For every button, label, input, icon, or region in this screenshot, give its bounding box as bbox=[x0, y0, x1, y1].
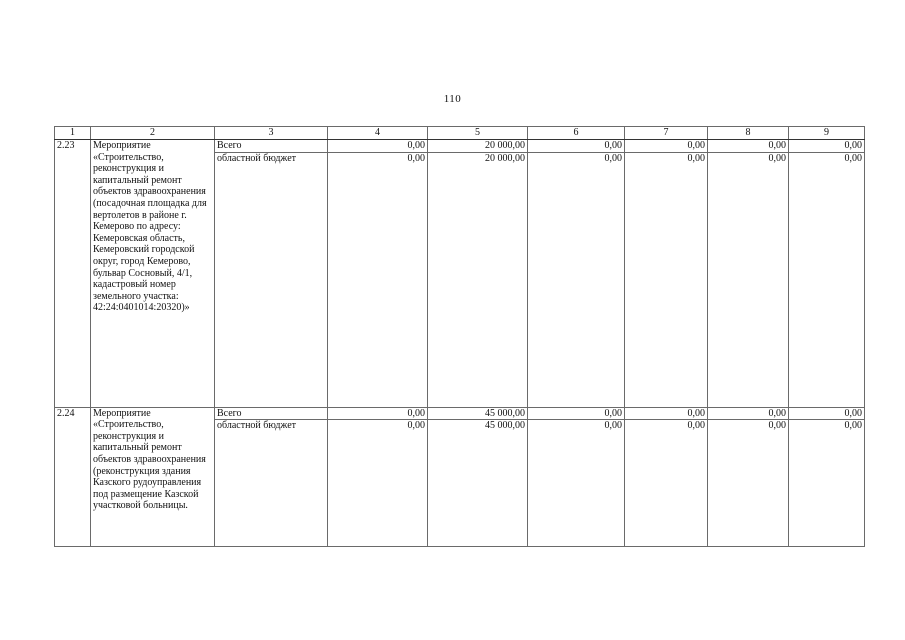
header-row bbox=[55, 127, 865, 140]
entry-description: Мероприятие «Строительство, реконструкция и капитальный ремонт объектов здравоохранения (реконструкция здания Казского рудоуправления под размещение Казской участковой больницы. bbox=[91, 407, 215, 547]
value-cell: 0,00 bbox=[625, 420, 708, 547]
header-col-1: 1 bbox=[55, 127, 91, 140]
table-row bbox=[55, 407, 865, 420]
header-col-3: 3 bbox=[215, 127, 328, 140]
page-number: 110 bbox=[443, 93, 462, 105]
value-cell: 0,00 bbox=[789, 140, 865, 153]
table-row bbox=[55, 140, 865, 153]
header-col-4: 4 bbox=[328, 127, 428, 140]
header-col-2: 2 bbox=[91, 127, 215, 140]
entry-description: Мероприятие «Строительство, реконструкция и капитальный ремонт объектов здравоохранения (посадочная площадка для вертолетов в районе г. Кемерово по адресу: Кемеровская область, Кемеровский городской округ, город Кемерово, бульвар Сосновый, 4/1, кадастровый номер земельного участка: 42:24:0401014:20320)» bbox=[91, 140, 215, 408]
value-cell: 0,00 bbox=[528, 407, 625, 420]
value-cell: 0,00 bbox=[328, 407, 428, 420]
value-cell: 0,00 bbox=[528, 140, 625, 153]
value-cell: 0,00 bbox=[708, 420, 789, 547]
funding-source: Всего bbox=[215, 140, 328, 153]
header-col-6: 6 bbox=[528, 127, 625, 140]
funding-source: областной бюджет bbox=[215, 420, 328, 547]
value-cell: 0,00 bbox=[528, 420, 625, 547]
header-col-9: 9 bbox=[789, 127, 865, 140]
value-cell: 0,00 bbox=[625, 140, 708, 153]
value-cell: 20 000,00 bbox=[428, 140, 528, 153]
budget-table bbox=[54, 126, 865, 547]
value-cell: 0,00 bbox=[528, 152, 625, 407]
value-cell: 0,00 bbox=[328, 140, 428, 153]
value-cell: 0,00 bbox=[708, 407, 789, 420]
funding-source: Всего bbox=[215, 407, 328, 420]
header-col-7: 7 bbox=[625, 127, 708, 140]
value-cell: 0,00 bbox=[625, 152, 708, 407]
entry-index: 2.24 bbox=[55, 407, 91, 547]
header-col-8: 8 bbox=[708, 127, 789, 140]
value-cell: 45 000,00 bbox=[428, 407, 528, 420]
funding-source: областной бюджет bbox=[215, 152, 328, 407]
value-cell: 0,00 bbox=[708, 152, 789, 407]
value-cell: 0,00 bbox=[789, 420, 865, 547]
header-col-5: 5 bbox=[428, 127, 528, 140]
entry-index: 2.23 bbox=[55, 140, 91, 408]
value-cell: 45 000,00 bbox=[428, 420, 528, 547]
value-cell: 0,00 bbox=[328, 420, 428, 547]
value-cell: 0,00 bbox=[625, 407, 708, 420]
value-cell: 0,00 bbox=[328, 152, 428, 407]
value-cell: 0,00 bbox=[789, 407, 865, 420]
value-cell: 0,00 bbox=[789, 152, 865, 407]
value-cell: 20 000,00 bbox=[428, 152, 528, 407]
value-cell: 0,00 bbox=[708, 140, 789, 153]
